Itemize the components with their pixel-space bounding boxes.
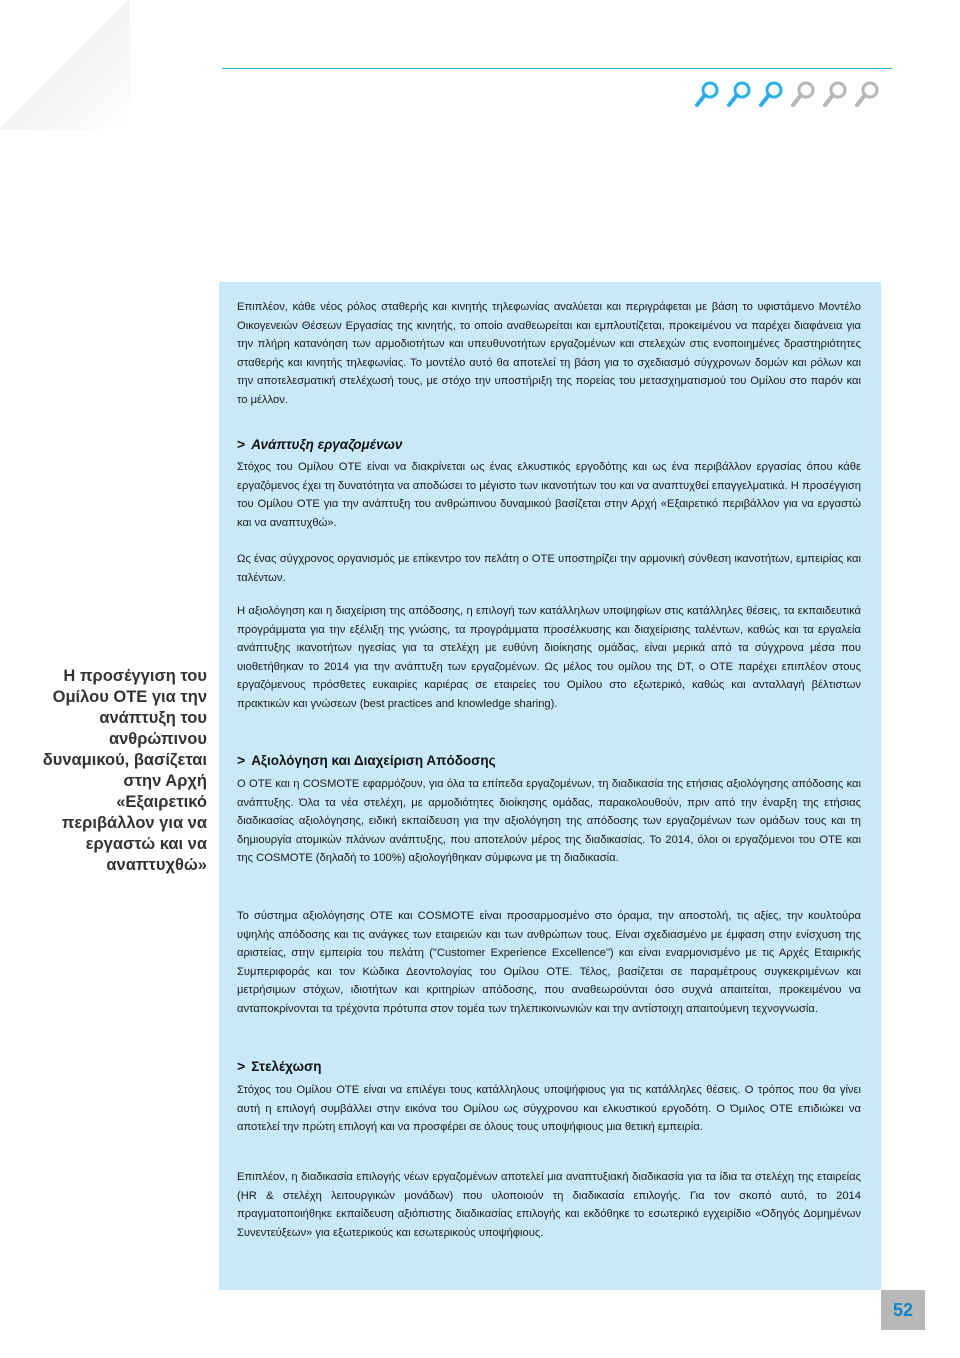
page-number: 52 — [881, 1290, 925, 1330]
chevron-right-icon: > — [237, 436, 246, 452]
magnifier-icon — [790, 80, 816, 110]
magnifier-icon — [758, 80, 784, 110]
magnifier-icon — [694, 80, 720, 110]
section-heading-staffing — [237, 1058, 321, 1074]
header-icon-row — [694, 80, 880, 110]
section-heading-text: Αξιολόγηση και Διαχείριση Απόδοσης — [251, 752, 496, 768]
section-heading-performance — [237, 752, 496, 768]
chevron-right-icon: > — [237, 752, 246, 768]
section-heading-text: Ανάπτυξη εργαζομένων — [251, 436, 403, 452]
section-body-staffing: Στόχος του Ομίλου ΟΤΕ είναι να επιλέγει τους κατάλληλους υποψήφιους για τις κατάλληλες θέσεις. Ο τρόπος που θα γίνει αυτή η επιλογή συμβάλλει στην εικόνα του Ομίλου ως σύγχρονου και ελκυστικού εργοδότη. Ο Όμιλος ΟΤΕ επιδιώκει να αποτελεί την πρώτη επιλογή και να προσφέρει σε όλους τους υποψήφιους μια θετική εμπειρία. — [237, 1084, 861, 1134]
section-heading-text: Στελέχωση — [251, 1058, 322, 1074]
section-body-performance: Ο ΟΤΕ και η COSMOTE εφαρμόζουν, για όλα τα επίπεδα εργαζομένων, τη διαδικασία της ετήσιας αξιολόγησης απόδοσης και ανάπτυξης. Όλα τα νέα στελέχη, με αρμοδιότητες διοίκησης ομάδας, παρακολουθούν, πριν από την έναρξη της ετήσιας διαδικασίας αξιολόγησης, ειδική εκπαίδευση για την αξιολόγηση της απόδοσης των εργαζομένων των ομάδων τους και τη δημιουργία ατομικών πλάνων ανάπτυξης, που αποτελούν μέρος της διαδικασίας. Το 2014, όλοι οι εργαζόμενοι του ΟΤΕ και της COSMOTE (δηλαδή το 100%) αξιολογήθηκαν σύμφωνα με τη διαδικασία. — [237, 778, 861, 865]
intro-paragraph: Επιπλέον, κάθε νέος ρόλος σταθερής και κινητής τηλεφωνίας αναλύεται και περιγράφεται με βάση το υφιστάμενο Μοντέλο Οικογενειών Θέσεων Εργασίας της κινητής, το οποίο αναθεωρείται και εμπλουτίζεται, προκειμένου να παρέχει διαφάνεια για την πλήρη κατανόηση των αρμοδιοτήτων και υπευθυνοτήτων εργαζομένων και στελεχών στις ενοποιημένες δραστηριότητες σταθερής και κινητής τηλεφωνίας. Το μοντέλο αυτό θα αποτελεί τη βάση για το σχεδιασμό σύγχρονων δομών και ρόλων και την αποτελεσματική στελέχωσή τους, με στόχο την υποστήριξη της πορείας του μετασχηματισμού του Ομίλου στο παρόν και το μέλλον. — [237, 301, 861, 406]
page-corner-fold — [0, 0, 130, 130]
section-body-performance-2: Το σύστημα αξιολόγησης ΟΤΕ και COSMOTE είναι προσαρμοσμένο στο όραμα, την αποστολή, τις αξίες, την κουλτούρα υψηλής απόδοσης και τις ανάγκες των εταιρειών και των ανθρώπων τους. Είναι σχεδιασμένο με έμφαση στην ενίσχυση της αριστείας, στην εμπειρία του πελάτη ("Customer Experience Excellence") και είναι εναρμονισμένο με τις Αρχές Εταιρικής Συμπεριφοράς και τον Κώδικα Δεοντολογίας του Ομίλου ΟΤΕ. Τέλος, βασίζεται σε παραμέτρους συγκεκριμένων και μετρήσιμων στόχων, ιδιοτήτων και κριτηρίων απόδοσης, που αναθεωρούνται όσο συχνά απαιτείται, προκειμένου να ανταποκρίνονται τα τρέχοντα πρότυπα στον τομέα των τηλεπικοινωνιών και την αντίστοιχη απαιτούμενη τεχνογνωσία. — [237, 910, 861, 1015]
section-body-staffing-2: Επιπλέον, η διαδικασία επιλογής νέων εργαζομένων αποτελεί μια αναπτυξιακή διαδικασία για τα ίδια τα στελέχη της εταιρείας (HR & στελέχη λειτουργικών μονάδων) που υλοποιούν τη διαδικασία επιλογής. Για τον σκοπό αυτό, το 2014 πραγματοποιήθηκε εκπαίδευση αξιόπιστης διαδικασίας επιλογής και εκδόθηκε το εσωτερικό εγχειρίδιο «Οδηγός Δομημένων Συνεντεύξεων» για εξωτερικούς και εσωτερικούς υποψήφιους. — [237, 1171, 861, 1239]
section-heading-development — [237, 436, 402, 452]
header-rule — [222, 68, 892, 69]
chevron-right-icon: > — [237, 1058, 246, 1074]
magnifier-icon — [822, 80, 848, 110]
pull-quote: Η προσέγγιση του Ομίλου ΟΤΕ για την ανάπτυξη του ανθρώπινου δυναμικού, βασίζεται στην Αρχή «Εξαιρετικό περιβάλλον για να εργαστώ και να αναπτυχθώ» — [42, 667, 207, 874]
section-body-development: Στόχος του Ομίλου ΟΤΕ είναι να διακρίνεται ως ένας ελκυστικός εργοδότης και ως ένα περιβάλλον εργασίας όπου κάθε εργαζόμενος έχει τη δυνατότητα να αποδώσει το μέγιστο των ικανοτήτων του και να αναπτυχθεί επαγγελματικά. Η προσέγγιση του Ομίλου ΟΤΕ για την ανάπτυξη του ανθρώπινου δυναμικού βασίζεται στην Αρχή «Εξαιρετικό περιβάλλον για να εργαστώ και να αναπτυχθώ». — [237, 461, 861, 529]
standalone-paragraph: Ως ένας σύγχρονος οργανισμός με επίκεντρο τον πελάτη ο ΟΤΕ υποστηρίζει την αρμονική σύνθεση ικανοτήτων, εμπειρίας και ταλέντων. — [237, 553, 861, 584]
development-tools-paragraph: Η αξιολόγηση και η διαχείριση της απόδοσης, η επιλογή των κατάλληλων υποψηφίων στις κατάλληλες θέσεις, τα εκπαιδευτικά προγράμματα για την εξέλιξη της γνώσης, τα προγράμματα προσέλκυσης και διαχείρισης ταλέντων, καθώς και τα εργαλεία ανάπτυξης ικανοτήτων ηγεσίας για τα στελέχη με ευθύνη διοίκησης ομάδας, είναι μερικά από τα σύγχρονα μέσα που υιοθετήθηκαν το 2014 για την ανάπτυξη των εργαζομένων. Ως μέλος του ομίλου της DT, ο ΟΤΕ παρέχει επιπλέον στους εργαζόμενους πρόσθετες ευκαιρίες καριέρας σε εταιρείες του Ομίλου στο εξωτερικό, καθώς και ανταλλαγή βέλτιστων πρακτικών και γνώσεων (best practices and knowledge sharing). — [237, 605, 861, 710]
magnifier-icon — [726, 80, 752, 110]
magnifier-icon — [854, 80, 880, 110]
